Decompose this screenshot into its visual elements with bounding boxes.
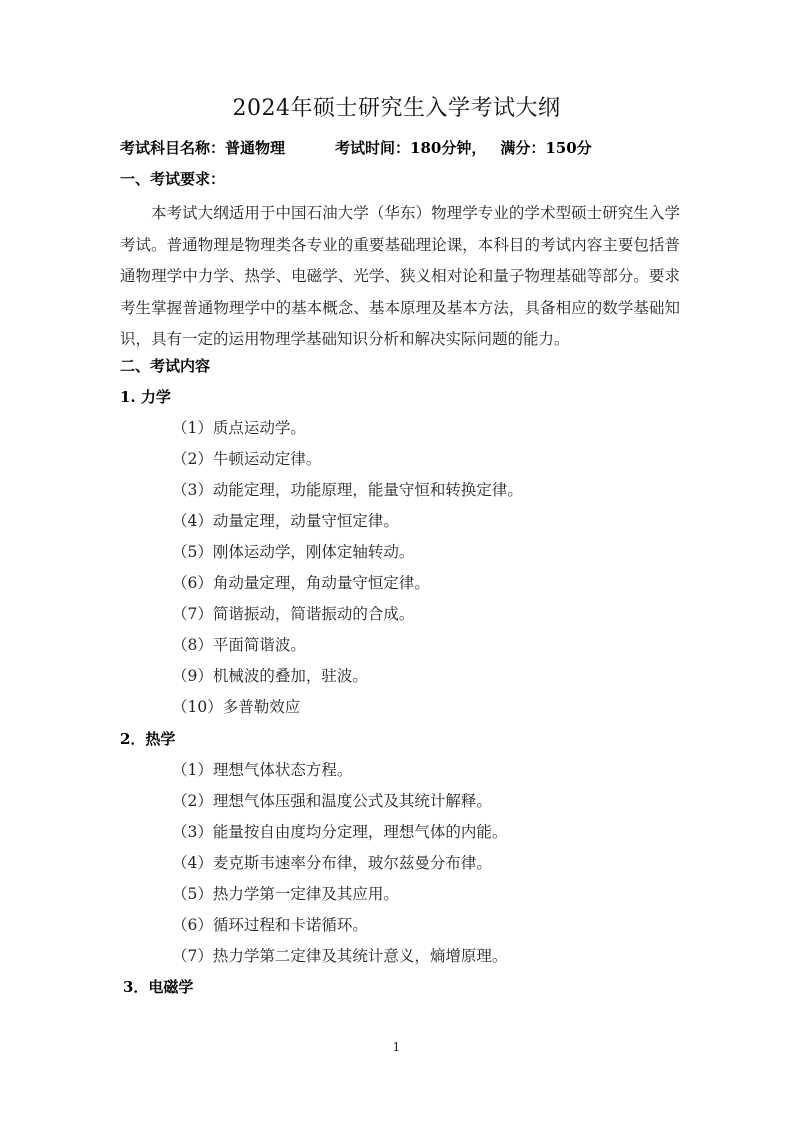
list-item: （3）能量按自由度均分定理，理想气体的内能。	[172, 823, 508, 841]
list-item: （7）热力学第二定律及其统计意义，熵增原理。	[172, 947, 508, 965]
score-label: 满分：	[500, 139, 546, 157]
list-item: （6）循环过程和卡诺循环。	[172, 916, 368, 934]
list-item: （3）动能定理，功能原理，能量守恒和转换定律。	[172, 481, 523, 499]
requirements-paragraph: 本考试大纲适用于中国石油大学（华东）物理学专业的学术型硕士研究生入学考试。普通物理是物理类各专业的重要基础理论课，本科目的考试内容主要包括普通物理学中力学、热学、电磁学、光学、狭义相对论和量子物理基础等部分。要求考生掌握普通物理学中的基本概念、基本原理及基本方法，具备相应的数学基础知识，具有一定的运用物理学基础知识分析和解决实际问题的能力。	[120, 204, 680, 348]
list-item: （10）多普勒效应	[172, 698, 301, 716]
exam-meta-line	[120, 137, 592, 159]
list-item: （4）麦克斯韦速率分布律，玻尔兹曼分布律。	[172, 854, 492, 872]
subsection-heading-mechanics: 1. 力学	[120, 388, 171, 406]
list-item: （9）机械波的叠加，驻波。	[172, 667, 368, 685]
page-number: 1	[392, 1040, 401, 1054]
list-item: （5）热力学第一定律及其应用。	[172, 885, 399, 903]
time-value: 180分钟，	[410, 139, 487, 157]
document-title: 2024年硕士研究生入学考试大纲	[232, 96, 561, 121]
time-label: 考试时间：	[335, 139, 411, 157]
section-heading-content: 二、考试内容	[120, 357, 211, 375]
list-item: （7）简谐振动，简谐振动的合成。	[172, 605, 415, 623]
list-item: （8）平面简谐波。	[172, 636, 306, 654]
list-item: （1）质点运动学。	[172, 419, 306, 437]
list-item: （4）动量定理，动量守恒定律。	[172, 512, 399, 530]
subject-label: 考试科目名称：	[120, 139, 226, 157]
list-item: （2）理想气体压强和温度公式及其统计解释。	[172, 792, 492, 810]
section-heading-requirements: 一、考试要求：	[120, 170, 226, 188]
list-item: （1）理想气体状态方程。	[172, 761, 353, 779]
list-item: （6）角动量定理，角动量守恒定律。	[172, 574, 430, 592]
list-item: （5）刚体运动学，刚体定轴转动。	[172, 543, 415, 561]
list-item: （2）牛顿运动定律。	[172, 450, 322, 468]
subject-value: 普通物理	[225, 139, 286, 157]
subsection-heading-electromagnetism: 3．电磁学	[123, 978, 194, 996]
subsection-heading-thermodynamics: 2．热学	[120, 730, 176, 748]
score-value: 150分	[545, 139, 592, 157]
